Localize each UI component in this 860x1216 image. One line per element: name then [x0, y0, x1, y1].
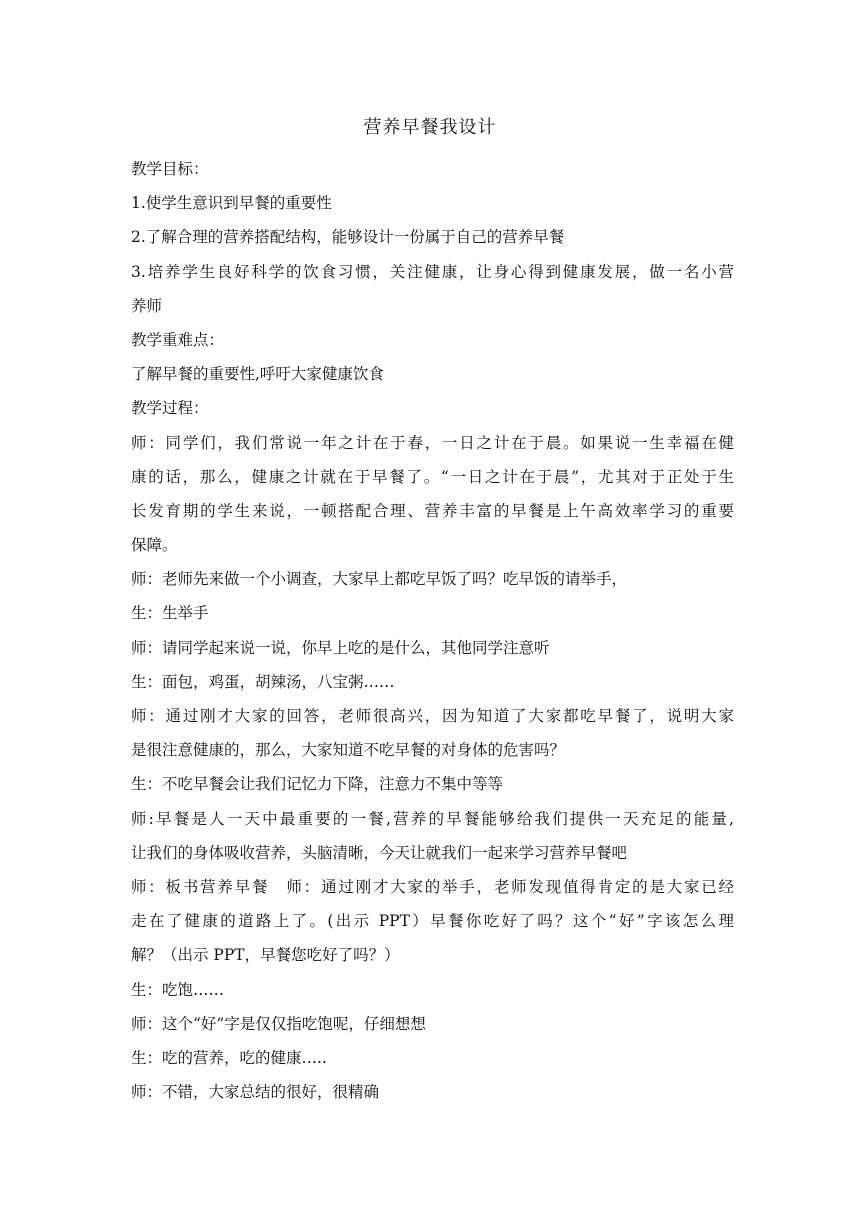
dialogue-line: 生：吃的营养，吃的健康…..	[131, 1048, 327, 1067]
section-heading-goals: 教学目标：	[131, 160, 209, 178]
document-title: 营养早餐我设计	[363, 117, 497, 138]
dialogue-line: 师：老师先来做一个小调查，大家早上都吃早饭了吗？吃早饭的请举手，	[131, 570, 628, 589]
goal-item-1: 1.使学生意识到早餐的重要性	[131, 194, 332, 213]
keypoints-text: 了解早餐的重要性,呼吁大家健康饮食	[131, 365, 384, 384]
dialogue-line: 师：这个“好”字是仅仅指吃饱呢，仔细想想	[131, 1014, 426, 1033]
dialogue-line: 师:早餐是人一天中最重要的一餐,营养的早餐能够给我们提供一天充足的能量,	[131, 809, 734, 828]
dialogue-line: 是很注意健康的，那么，大家知道不吃早餐的对身体的危害吗？	[131, 741, 566, 760]
dialogue-line: 师：同学们，我们常说一年之计在于春，一日之计在于晨。如果说一生幸福在健	[131, 433, 734, 452]
dialogue-line: 保障。	[131, 536, 178, 555]
section-heading-keypoints: 教学重难点：	[131, 330, 225, 349]
dialogue-line: 生：生举手	[131, 604, 209, 623]
dialogue-line: 师：不错，大家总结的很好，很精确	[131, 1083, 380, 1102]
document-body	[131, 152, 734, 1109]
goal-item-2: 2.了解合理的营养搭配结构，能够设计一份属于自己的营养早餐	[131, 228, 565, 247]
section-heading-process: 教学过程：	[131, 399, 209, 418]
dialogue-line: 走在了健康的道路上了。(出示 PPT）早餐你吃好了吗？这个“好”字该怎么理	[131, 912, 734, 931]
dialogue-line: 解？（出示 PPT，早餐您吃好了吗？）	[131, 946, 400, 965]
dialogue-line: 师：板书营养早餐 师：通过刚才大家的举手，老师发现值得肯定的是大家已经	[131, 877, 734, 896]
dialogue-line: 师：请同学起来说一说，你早上吃的是什么，其他同学注意听	[131, 638, 550, 657]
dialogue-line: 生：不吃早餐会让我们记忆力下降，注意力不集中等等	[131, 775, 504, 794]
dialogue-line: 让我们的身体吸收营养，头脑清晰，今天让就我们一起来学习营养早餐吧	[131, 843, 628, 862]
goal-item-3-cont: 养师	[131, 296, 163, 315]
dialogue-line: 长发育期的学生来说，一顿搭配合理、营养丰富的早餐是上午高效率学习的重要	[131, 501, 734, 520]
dialogue-line: 生：面包，鸡蛋，胡辣汤，八宝粥……	[131, 672, 395, 691]
dialogue-line: 师：通过刚才大家的回答，老师很高兴，因为知道了大家都吃早餐了，说明大家	[131, 707, 734, 725]
goal-item-3: 3.培养学生良好科学的饮食习惯，关注健康，让身心得到健康发展，做一名小营	[131, 262, 734, 281]
dialogue-line: 康的话，那么，健康之计就在于早餐了。“一日之计在于晨”，尤其对于正处于生	[131, 467, 734, 486]
dialogue-line: 生：吃饱……	[131, 980, 225, 999]
